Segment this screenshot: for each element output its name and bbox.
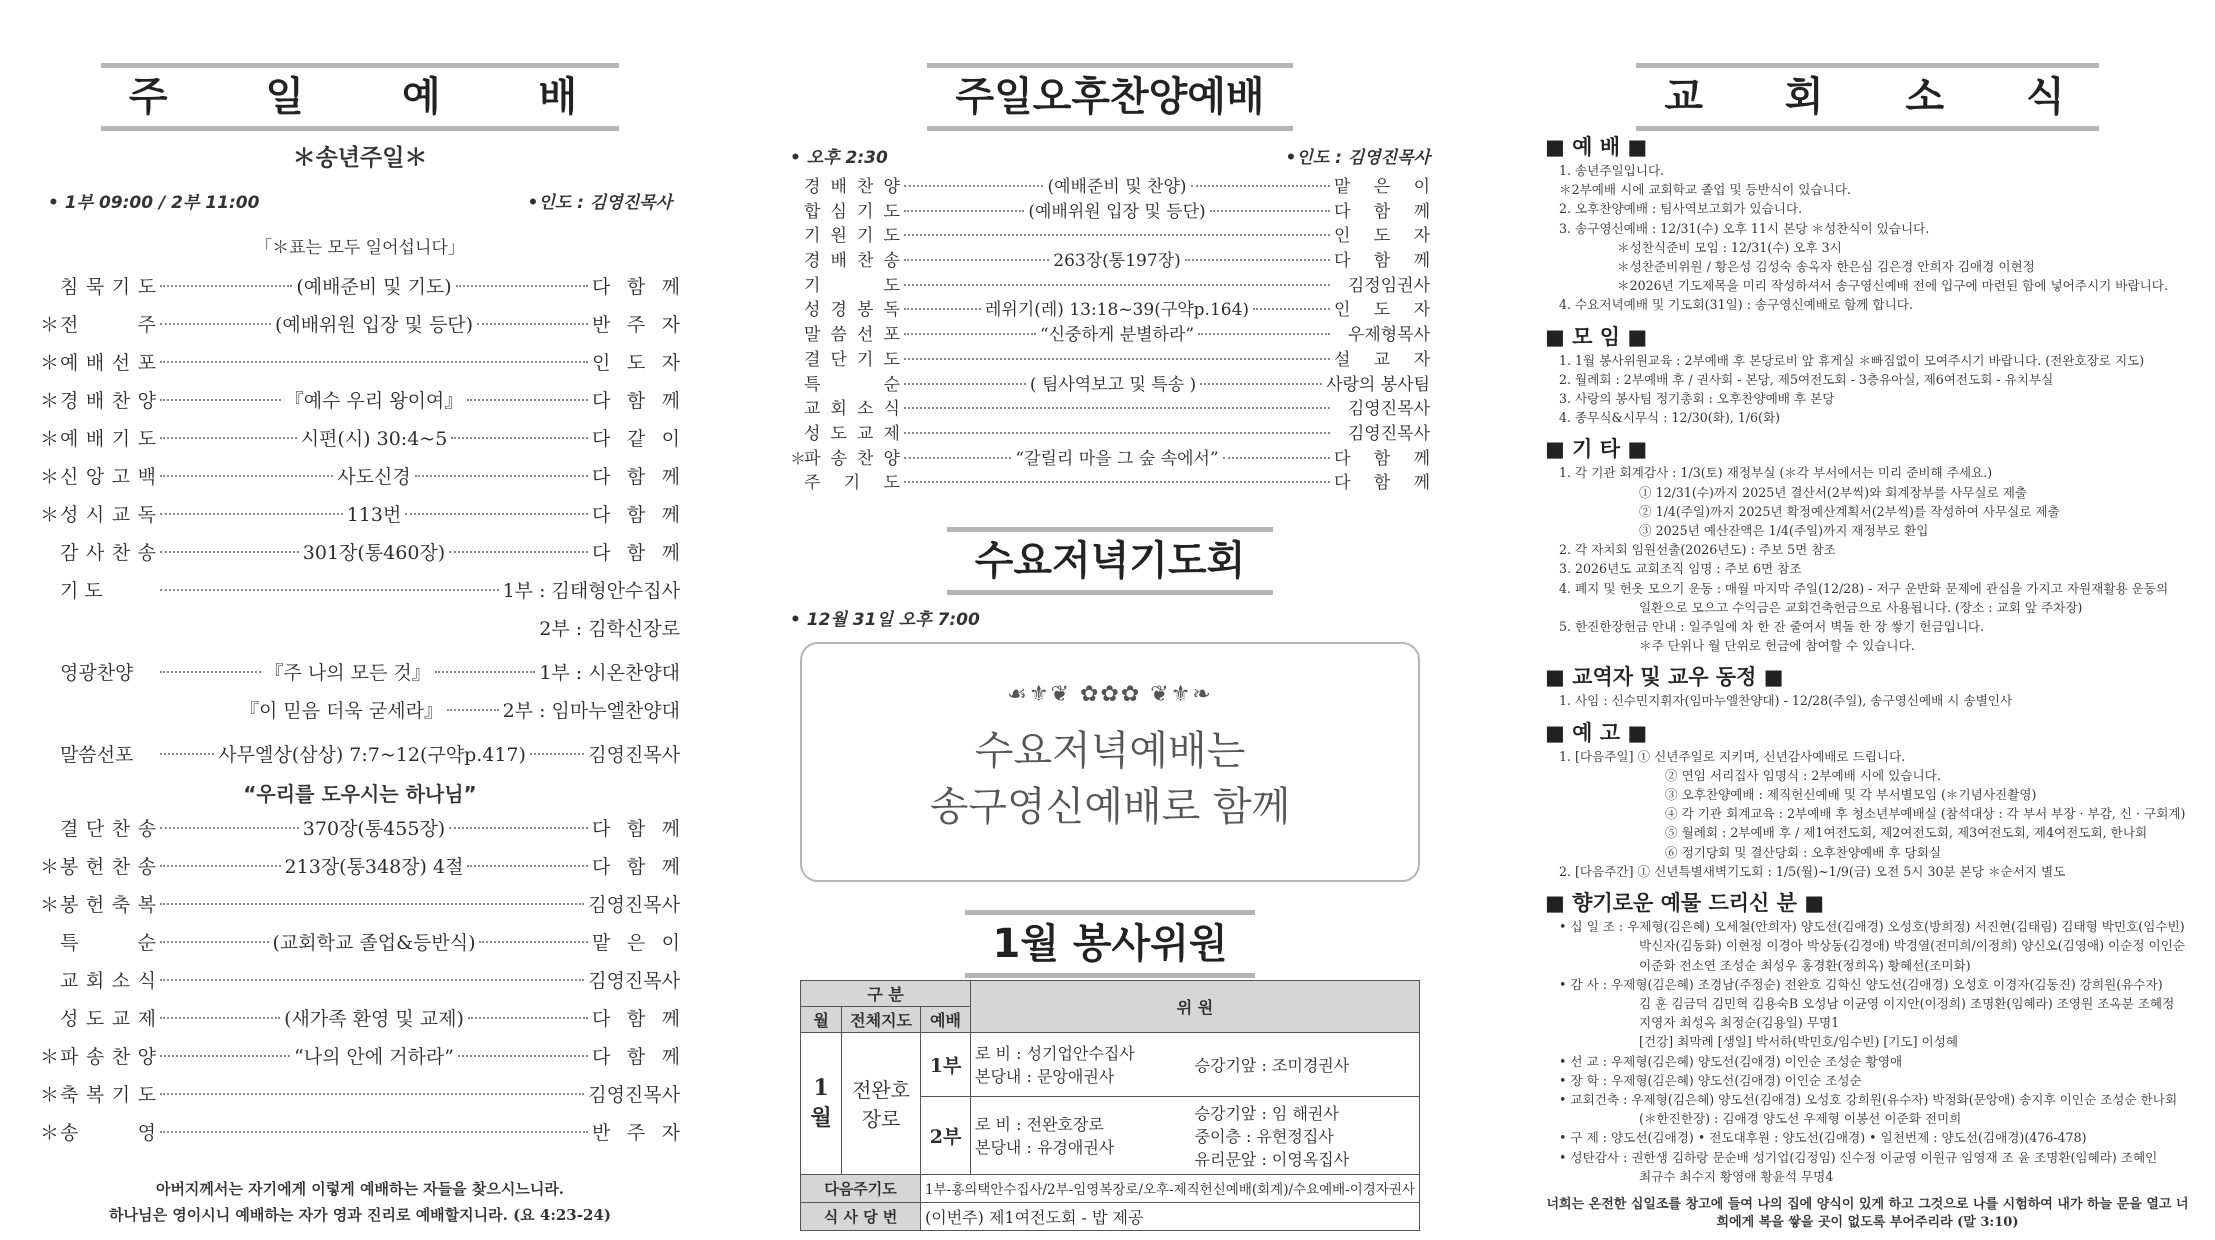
news-line: 4. 종무식&시무식 : 12/30(화), 1/6(화) — [1559, 410, 1781, 426]
row-label: 감 사 찬 송 — [60, 542, 156, 564]
row-leader: 다 함 께 — [592, 542, 680, 564]
volunteers-table — [800, 980, 1420, 1231]
row-content: (교회학교 졸업&등반식) — [272, 932, 476, 954]
row-content: (예배위원 입장 및 등단) — [274, 314, 474, 336]
cell-next-prayer: 1부-홍의택안수집사/2부-임영복장로/오후-제직헌신예배(회계)/수요예배-이경자권사 — [921, 1174, 1420, 1202]
row-content: 301장(통460장) — [302, 542, 446, 564]
worship-order-row — [40, 814, 680, 852]
afternoon-order-row — [790, 295, 1430, 320]
row-leader: 김정임권사 — [1347, 275, 1430, 296]
row-label: 침 묵 기 도 — [60, 276, 156, 298]
cell-overall: 전완호 장로 — [842, 1032, 921, 1174]
row-label: 파 송 찬 양 — [60, 1046, 156, 1068]
worship-row-prayer — [40, 576, 680, 614]
praise-2-choir: 2부 : 임마누엘찬양대 — [502, 700, 680, 722]
row-content: 113번 — [346, 504, 402, 526]
row-label: 봉 헌 축 복 — [60, 894, 156, 916]
row-leader: 다 함 께 — [592, 856, 680, 878]
news-meeting-lines — [1545, 351, 2190, 428]
worship-order-row — [40, 1118, 680, 1156]
afternoon-column — [790, 0, 1430, 1240]
news-line: 2. 각 자치회 임원선출(2026년도) : 주보 5면 참조 — [1559, 542, 1836, 558]
news-line: 최규수 최수지 황영애 황윤석 무명4 — [1639, 1168, 1834, 1184]
worship-order-list-1 — [40, 272, 680, 576]
row-leader: 김영진목사 — [588, 1084, 680, 1106]
worship-order-row — [40, 424, 680, 462]
star-marker: ＊ — [40, 314, 60, 336]
news-line: 4. 폐지 및 헌옷 모으기 운동 : 매월 마지막 주일(12/28) - 저구 운반화 문제에 관심을 가지고 자원재활용 운동의 — [1559, 580, 2169, 596]
row-leader: 다 함 께 — [592, 466, 680, 488]
news-line: 1. 사임 : 신수민지휘자(임마누엘찬양대) - 12/28(주일), 송구영신예배 시 송별인사 — [1559, 693, 2013, 709]
afternoon-title-wrap — [790, 63, 1430, 123]
row-label: 성 시 교 독 — [60, 504, 156, 526]
star-marker: ＊ — [40, 1084, 60, 1106]
row-content: 『예수 우리 왕이여』 — [284, 390, 464, 412]
row-label: 성 경 봉 독 — [804, 300, 900, 321]
afternoon-order-row — [790, 370, 1430, 395]
worship-row-prayer-2 — [40, 614, 680, 652]
afternoon-order-row — [790, 221, 1430, 246]
row-content: 레위기(레) 13:18~39(구약p.164) — [984, 300, 1250, 321]
row-label: 말 씀 선 포 — [804, 325, 900, 346]
news-line: • 성탄감사 : 권한생 김하랑 문순배 성기업(김정임) 신수정 이균영 이원규 임영재 조 윤 조명환(임혜라) 조혜인 — [1559, 1149, 2158, 1165]
news-line: • 선 교 : 우제형(김은혜) 양도선(김애경) 이인순 조성순 황영애 — [1559, 1053, 1903, 1069]
row-label: 송 영 — [60, 1122, 156, 1144]
news-preview-lines — [1545, 747, 2190, 881]
afternoon-order-row — [790, 345, 1430, 370]
worship-times: • 1부 09:00 / 2부 11:00 — [48, 193, 260, 213]
worship-verse — [40, 1176, 680, 1228]
worship-order-row — [40, 1042, 680, 1080]
sermon-preacher: 김영진목사 — [588, 744, 681, 766]
row-leader: 다 함 께 — [1334, 473, 1430, 494]
news-line: 1. 송년주일입니다. — [1559, 163, 1665, 178]
news-line: [건강] 최막례 [생일] 박서하(박민호/임수빈) [기도] 이성혜 — [1639, 1034, 1959, 1050]
worship-subtitle: ＊송년주일＊ — [292, 145, 428, 171]
worship-leader: •인도 : 김영진목사 — [527, 193, 672, 213]
news-line: 지영자 최성옥 최정순(김용일) 무명1 — [1639, 1015, 1840, 1031]
afternoon-order-row — [790, 246, 1430, 271]
news-line: • 십 일 조 : 우제형(김은혜) 오세철(안희자) 양도선(김애경) 오성호(방희정) 서진현(김태림) 김태형 박민호(임수빈) — [1559, 919, 2185, 935]
row-leader: 다 함 께 — [592, 276, 680, 298]
afternoon-time: • 오후 2:30 — [790, 148, 888, 168]
star-marker: ＊ — [40, 1046, 60, 1068]
row-leader: 다 함 께 — [1334, 448, 1430, 469]
news-column — [1545, 0, 2190, 1240]
news-title-wrap — [1545, 63, 2190, 123]
worship-order-row — [40, 348, 680, 386]
row-label: 파 송 찬 양 — [804, 448, 900, 469]
worship-order-row — [40, 462, 680, 500]
row-label: 기 도 — [804, 275, 900, 296]
row-content: 시편(시) 30:4~5 — [300, 428, 448, 450]
row-leader: 다 함 께 — [592, 504, 680, 526]
row-label: 전 주 — [60, 314, 156, 336]
cell-meal: (이번주) 제1여전도회 - 밥 제공 — [921, 1202, 1420, 1230]
row-content: ( 팀사역보고 및 특송 ) — [1029, 374, 1197, 395]
star-marker: ＊ — [790, 448, 807, 468]
row-leader: 맡 은 이 — [1334, 177, 1430, 197]
news-section-etc: ■ 기 타 ■ — [1545, 437, 1648, 462]
row-label: 경 배 찬 송 — [804, 251, 900, 272]
row-label: 특 순 — [60, 932, 156, 954]
row-leader: 김영진목사 — [1347, 399, 1430, 420]
news-section-staff: ■ 교역자 및 교우 동정 ■ — [1545, 665, 1784, 690]
wednesday-meta — [790, 605, 1430, 630]
news-line: (＊한진한장) : 김애경 양도선 우제형 이봉선 이준화 전미희 — [1639, 1111, 1962, 1127]
worship-row-praise — [40, 658, 680, 696]
row-leader: 우제형목사 — [1347, 325, 1431, 346]
row-label: 예 배 선 포 — [60, 352, 156, 374]
worship-order-row — [40, 1080, 680, 1118]
news-line: 3. 송구영신예배 : 12/31(수) 오후 11시 본당 ＊성찬식이 있습니다. — [1559, 220, 1930, 236]
news-section-offering: ■ 향기로운 예물 드리신 분 ■ — [1545, 891, 1825, 916]
row-label: 기 도 — [60, 580, 103, 602]
news-line: ③ 오후찬양예배 : 제직헌신예배 및 각 부서별모임 (＊기념사진촬영) — [1665, 787, 2037, 803]
row-label: 축 복 기 도 — [60, 1084, 156, 1106]
row-content: (예배위원 입장 및 등단) — [1028, 201, 1206, 222]
news-staff-lines — [1545, 691, 2190, 710]
wednesday-message-line-2: 송구영신예배로 함께 — [929, 783, 1291, 830]
row-label: 성 도 교 제 — [60, 1008, 156, 1030]
prayer-1: 1부 : 김태형안수집사 — [502, 580, 680, 602]
wednesday-time: • 12월 31일 오후 7:00 — [790, 609, 980, 630]
star-marker: ＊ — [40, 466, 60, 488]
news-line: ⑥ 정기당회 및 결산당회 : 오후찬양예배 후 당회실 — [1665, 844, 1942, 860]
row-leader: 다 함 께 — [592, 818, 680, 840]
news-line: 1. 1월 봉사위원교육 : 2부예배 후 본당로비 앞 휴게실 ＊빠짐없이 모여주시기 바랍니다. (전완호장로 지도) — [1559, 352, 2145, 368]
news-verse: 너희는 온전한 십일조를 창고에 들여 나의 집에 양식이 있게 하고 그것으로 나를 시험하여 내가 하늘 문을 열고 너희에게 복을 쌓을 곳이 없도록 부어주리라 (말 3:10) — [1546, 1196, 2189, 1230]
row-label: 경 배 찬 양 — [804, 177, 900, 197]
worship-order-row — [40, 852, 680, 890]
th-next-prayer: 다음주기도 — [801, 1174, 921, 1202]
star-marker: ＊ — [40, 856, 60, 878]
worship-title: 주 일 예 배 — [101, 63, 619, 131]
row-leader: 반 주 자 — [592, 1122, 680, 1144]
cell-s1: 1부 — [921, 1032, 971, 1096]
wednesday-title: 수요저녁기도회 — [947, 527, 1273, 595]
row-label: 기 원 기 도 — [804, 226, 900, 247]
row-leader: 맡 은 이 — [592, 932, 680, 954]
afternoon-order-row — [790, 419, 1430, 444]
row-label: 결 단 찬 송 — [60, 818, 156, 840]
afternoon-order-list — [790, 172, 1430, 493]
row-leader: 인 도 자 — [592, 352, 680, 374]
news-line: ② 연임 서리집사 임명식 : 2부예배 시에 있습니다. — [1665, 767, 1941, 783]
worship-order-row — [40, 310, 680, 348]
row-leader: 반 주 자 — [592, 314, 680, 336]
row-content: (예배준비 및 찬양) — [1047, 177, 1187, 197]
row-leader: 다 함 께 — [592, 1008, 680, 1030]
news-line: ② 1/4(주일)까지 2025년 확정예산계획서(2부씩)를 작성하여 사무실로 제출 — [1639, 503, 2060, 519]
star-marker: ＊ — [40, 390, 60, 412]
worship-column — [40, 0, 680, 1240]
news-line: 2. 월례회 : 2부예배 후 / 권사회 - 본당, 제5여전도회 - 3층유아실, 제6여전도회 - 유치부실 — [1559, 371, 2054, 387]
news-worship-lines — [1545, 161, 2190, 315]
row-content: “갈릴리 마을 그 숲 속에서” — [1015, 448, 1219, 469]
th-overall: 전체지도 — [842, 1006, 921, 1032]
news-line: ＊성찬식준비 모임 : 12/31(수) 오후 3시 — [1617, 239, 1842, 255]
news-line: ④ 각 기관 회계교육 : 2부예배 후 청소년부예배실 (참석대상 : 각 부서 부장 · 부감, 신 · 구회계) — [1665, 806, 2186, 822]
row-label: 합 심 기 도 — [804, 201, 900, 222]
verse-line-1: 아버지께서는 자기에게 이렇게 예배하는 자들을 찾으시느니라. — [155, 1180, 565, 1198]
worship-order-row — [40, 928, 680, 966]
cell-month: 1월 — [801, 1032, 842, 1174]
verse-line-2: 하나님은 영이시니 예배하는 자가 영과 진리로 예배할지니라. (요 4:23-24) — [109, 1206, 611, 1224]
afternoon-leader: •인도 : 김영진목사 — [1285, 148, 1430, 168]
worship-order-row — [40, 966, 680, 1004]
row-label: 결 단 기 도 — [804, 349, 900, 370]
praise-1-choir: 1부 : 시온찬양대 — [539, 662, 681, 684]
wednesday-title-wrap — [790, 527, 1430, 587]
news-line: • 감 사 : 우제형(김은혜) 조경남(주정순) 전완호 김학신 양도선(김애경) 오성호 이경자(김동진) 강희원(유수자) — [1559, 976, 2163, 992]
row-label: 경 배 찬 양 — [60, 390, 156, 412]
afternoon-order-row — [790, 444, 1430, 469]
news-line: • 구 제 : 양도선(김애경) • 전도대후원 : 양도선(김애경) • 일천번제 : 양도선(김애경)(476-478) — [1559, 1130, 2087, 1146]
worship-order-row — [40, 500, 680, 538]
cell-s1-elevator: 승강기앞 : 조미경권사 — [1191, 1032, 1420, 1096]
worship-meta — [40, 188, 680, 213]
news-line: ③ 2025년 예산잔액은 1/4(주일)까지 재정부로 환입 — [1639, 523, 1929, 539]
row-leader: 다 함 께 — [1334, 251, 1430, 272]
th-group: 구 분 — [801, 980, 971, 1006]
row-leader: 사랑의 봉사팀 — [1326, 374, 1431, 395]
afternoon-order-row — [790, 172, 1430, 197]
sermon-title: “우리를 도우시는 하나님” — [243, 782, 477, 806]
row-label: 신 앙 고 백 — [60, 466, 156, 488]
cell-s2-lobby: 로 비 : 전완호장로 본당내 : 유경애권사 — [971, 1096, 1191, 1174]
afternoon-order-row — [790, 468, 1430, 493]
news-line: • 교회건축 : 우제형(김은혜) 양도선(김애경) 오성호 강희원(유수자) 박정화(문앙애) 송지후 이인순 조성순 한나회 — [1559, 1091, 2178, 1107]
row-content: “나의 안에 거하라” — [294, 1046, 454, 1068]
star-marker: ＊ — [40, 894, 60, 916]
row-label: 교 회 소 식 — [60, 970, 156, 992]
news-section-meetings: ■ 모 임 ■ — [1545, 324, 1648, 349]
row-leader: 인 도 자 — [1334, 226, 1430, 247]
worship-order-list-2 — [40, 814, 680, 1156]
row-leader: 다 함 께 — [1334, 201, 1430, 222]
row-label: 교 회 소 식 — [804, 399, 900, 420]
star-marker: ＊ — [40, 352, 60, 374]
th-month: 월 — [801, 1006, 842, 1032]
row-label: 봉 헌 찬 송 — [60, 856, 156, 878]
wednesday-notice-box — [800, 642, 1420, 882]
afternoon-order-row — [790, 271, 1430, 296]
afternoon-meta — [790, 143, 1430, 168]
afternoon-order-row — [790, 320, 1430, 345]
praise-2-title: 『이 믿음 더욱 굳세라』 — [240, 700, 443, 722]
worship-order-row — [40, 538, 680, 576]
news-line: ⑤ 월례회 : 2부예배 후 / 제1여전도회, 제2여전도회, 제3여전도회, 제4여전도회, 한나회 — [1665, 825, 2148, 841]
news-section-preview: ■ 예 고 ■ — [1545, 720, 1648, 745]
star-marker: ＊ — [40, 1122, 60, 1144]
row-label: 주 기 도 — [804, 473, 900, 494]
row-content: “신중하게 분별하라” — [1039, 325, 1195, 346]
news-line: ＊주 단위나 월 단위로 헌금에 참여할 수 있습니다. — [1639, 638, 1915, 654]
row-label: 성 도 교 제 — [804, 423, 900, 444]
row-label: 영광찬양 — [60, 662, 134, 684]
worship-order-row — [40, 272, 680, 310]
afternoon-order-row — [790, 197, 1430, 222]
row-label: 예 배 기 도 — [60, 428, 156, 450]
row-leader: 다 같 이 — [592, 428, 680, 450]
row-label: 말씀선포 — [60, 744, 134, 766]
row-content: 사도신경 — [337, 466, 411, 488]
worship-order-row — [40, 386, 680, 424]
news-line: 일환으로 모으고 수익금은 교회건축헌금으로 사용됩니다. (장소 : 교회 앞 주차장) — [1639, 599, 2083, 615]
worship-row-sermon — [40, 740, 680, 778]
news-line: 3. 2026년도 교회조직 임명 : 주보 6면 참조 — [1559, 561, 1802, 577]
news-section-worship: ■ 예 배 ■ — [1545, 135, 1648, 159]
news-body — [1545, 131, 2190, 1232]
row-content: 370장(통455장) — [302, 818, 446, 840]
row-content: (예배준비 및 기도) — [296, 276, 452, 298]
news-line: 김 훈 김금덕 김민혁 김용숙B 오성남 이균영 이지안(이정희) 조명환(임혜라) 조영원 조옥분 조혜정 — [1639, 995, 2175, 1011]
news-line: ＊성찬준비위원 / 황은성 김성숙 송옥자 한은심 김은경 안희자 김애경 이현정 — [1617, 259, 2035, 275]
news-line: • 장 학 : 우제형(김은혜) 양도선(김애경) 이인순 조성순 — [1559, 1072, 1862, 1088]
news-line: 1. [다음주일] ① 신년주일로 지키며, 신년감사예배로 드립니다. — [1559, 748, 1906, 764]
wednesday-message-line-1: 수요저녁예배는 — [974, 727, 1246, 774]
volunteers-title: 1월 봉사위원 — [965, 910, 1256, 978]
news-line: 이준화 전소연 조성순 최성우 홍경환(정희옥) 황혜선(조미화) — [1639, 957, 1971, 973]
row-content: 263장(통197장) — [1053, 251, 1181, 272]
th-members: 위 원 — [971, 980, 1420, 1032]
volunteers-title-wrap — [790, 910, 1430, 968]
news-offering-lines — [1545, 917, 2190, 1186]
news-line: 5. 한진한장헌금 안내 : 일주일에 차 한 잔 줄여서 벽돌 한 장 쌓기 헌금입니다. — [1559, 619, 1985, 635]
row-leader: 인 도 자 — [1334, 300, 1431, 321]
news-line: 3. 사랑의 봉사팀 정기총회 : 오후찬양예배 후 본당 — [1559, 391, 1835, 407]
th-service: 예배 — [921, 1006, 971, 1032]
row-content: (새가족 환영 및 교제) — [284, 1008, 464, 1030]
row-label: 특 순 — [804, 374, 900, 395]
row-leader: 김영진목사 — [1347, 423, 1430, 444]
news-line: ＊2부예배 시에 교회학교 졸업 및 등반식이 있습니다. — [1559, 182, 1851, 198]
th-meal: 식 사 당 번 — [801, 1202, 921, 1230]
row-leader: 김영진목사 — [588, 970, 680, 992]
news-line: ＊2026년 기도제목을 미리 작성하셔서 송구영신예배 전에 입구에 마련된 함에 넣어주시기 바랍니다. — [1617, 278, 2168, 294]
praise-1-title: 『주 나의 모든 것』 — [264, 662, 431, 684]
worship-row-praise-2 — [40, 696, 680, 734]
worship-order-row — [40, 890, 680, 928]
worship-order-row — [40, 1004, 680, 1042]
star-marker: ＊ — [40, 428, 60, 450]
news-line: 2. 오후찬양예배 : 팀사역보고회가 있습니다. — [1559, 201, 1803, 217]
star-marker: ＊ — [40, 504, 60, 526]
row-leader: 김영진목사 — [588, 894, 680, 916]
row-leader: 다 함 께 — [592, 1046, 680, 1068]
cell-s2: 2부 — [921, 1096, 971, 1174]
row-content: 213장(통348장) 4절 — [284, 856, 464, 878]
worship-title-wrap — [40, 63, 680, 123]
row-leader: 다 함 께 — [592, 390, 680, 412]
news-etc-lines — [1545, 463, 2190, 655]
prayer-2: 2부 : 김학신장로 — [539, 618, 680, 640]
cell-s1-lobby: 로 비 : 성기업안수집사 본당내 : 문앙애권사 — [971, 1032, 1191, 1096]
afternoon-order-row — [790, 394, 1430, 419]
news-line: 1. 각 기관 회계감사 : 1/3(토) 재정부실 (＊각 부서에서는 미리 준비해 주세요.) — [1559, 465, 1993, 481]
sermon-text: 사무엘상(삼상) 7:7~12(구약p.417) — [218, 744, 526, 766]
ornament-icon: ☙⚜❦ ✿✿✿ ❦⚜❧ — [1007, 681, 1213, 707]
afternoon-title: 주일오후찬양예배 — [927, 63, 1292, 131]
wednesday-message — [802, 723, 1418, 835]
news-title: 교 회 소 식 — [1636, 63, 2098, 131]
news-line: 4. 수요저녁예배 및 기도회(31일) : 송구영신예배로 함께 합니다. — [1559, 297, 1913, 313]
news-line: 박신자(김동화) 이현정 이경아 박상동(김경애) 박경열(전미희/이정희) 양신오(김영애) 이순정 이인순 — [1639, 938, 2186, 954]
news-line: 2. [다음주간] ① 신년특별새벽기도회 : 1/5(월)~1/9(금) 오전 5시 30분 본당 ＊순서지 별도 — [1559, 863, 2066, 879]
row-leader: 설 교 자 — [1334, 349, 1430, 370]
cell-s2-other: 승강기앞 : 임 해권사 중이층 : 유현정집사 유리문앞 : 이영옥집사 — [1191, 1096, 1420, 1174]
news-line: ① 12/31(수)까지 2025년 결산서(2부씩)와 회계장부를 사무실로 제출 — [1639, 484, 2028, 500]
worship-note: 「＊표는 모두 일어섭니다」 — [255, 238, 465, 258]
